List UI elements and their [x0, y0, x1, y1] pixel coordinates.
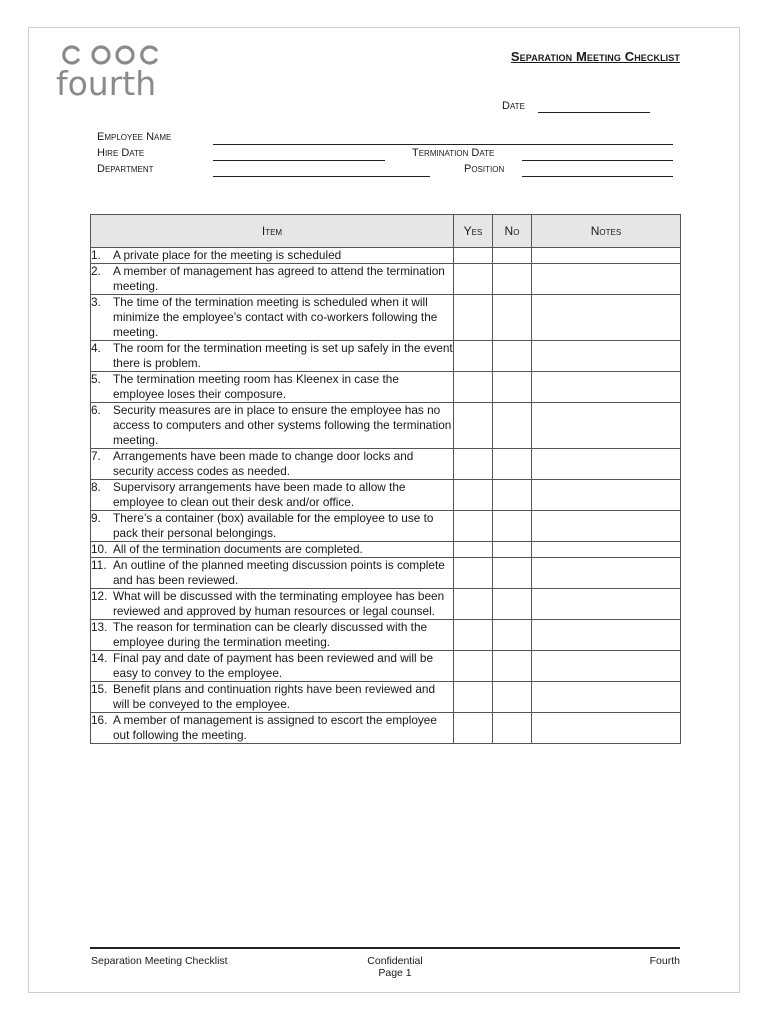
logo-arc-1	[64, 47, 78, 63]
notes-cell[interactable]	[532, 480, 681, 511]
table-row	[91, 558, 681, 589]
table-row	[91, 589, 681, 620]
table-row	[91, 511, 681, 542]
no-checkbox-cell[interactable]	[493, 449, 532, 480]
item-number: 5.	[91, 372, 101, 386]
no-checkbox-cell[interactable]	[493, 264, 532, 295]
no-checkbox-cell[interactable]	[493, 248, 532, 264]
item-cell	[91, 449, 454, 480]
yes-checkbox-cell[interactable]	[454, 480, 493, 511]
table-row	[91, 403, 681, 449]
department-label: Department	[97, 163, 154, 175]
termination-date-label: Termination Date	[412, 147, 495, 159]
item-cell	[91, 295, 454, 341]
item-number: 10.	[91, 542, 108, 556]
no-checkbox-cell[interactable]	[493, 682, 532, 713]
item-number: 8.	[91, 480, 101, 494]
employee-name-field[interactable]	[213, 144, 673, 145]
notes-cell[interactable]	[532, 542, 681, 558]
item-cell	[91, 682, 454, 713]
table-row	[91, 713, 681, 744]
yes-checkbox-cell[interactable]	[454, 682, 493, 713]
table-header-row	[91, 215, 681, 248]
employee-name-label: Employee Name	[97, 131, 172, 143]
item-number: 12.	[91, 589, 108, 603]
table-row	[91, 542, 681, 558]
department-field[interactable]	[213, 176, 430, 177]
hire-date-label: Hire Date	[97, 147, 145, 159]
yes-checkbox-cell[interactable]	[454, 651, 493, 682]
date-label: Date	[502, 100, 525, 112]
footer-divider	[90, 947, 680, 949]
notes-cell[interactable]	[532, 713, 681, 744]
item-text: Final pay and date of payment has been reviewed and will be easy to convey to the employee.	[113, 651, 434, 680]
logo-ring-2	[93, 47, 109, 63]
item-cell	[91, 480, 454, 511]
yes-checkbox-cell[interactable]	[454, 264, 493, 295]
item-cell	[91, 542, 454, 558]
no-checkbox-cell[interactable]	[493, 480, 532, 511]
document-title: Separation Meeting Checklist	[510, 49, 680, 64]
item-number: 16.	[91, 713, 108, 727]
notes-cell[interactable]	[532, 264, 681, 295]
item-cell	[91, 248, 454, 264]
date-field[interactable]	[538, 112, 650, 113]
item-text: A private place for the meeting is scheduled	[113, 248, 342, 262]
item-text: There’s a container (box) available for the employee to use to pack their personal belongings.	[113, 511, 434, 540]
item-text: Arrangements have been made to change door locks and security access codes as needed.	[113, 449, 414, 478]
yes-checkbox-cell[interactable]	[454, 341, 493, 372]
table-row	[91, 341, 681, 372]
no-checkbox-cell[interactable]	[493, 372, 532, 403]
yes-checkbox-cell[interactable]	[454, 558, 493, 589]
item-number: 6.	[91, 403, 101, 417]
item-number: 11.	[91, 558, 107, 572]
notes-cell[interactable]	[532, 651, 681, 682]
item-number: 2.	[91, 264, 101, 278]
no-checkbox-cell[interactable]	[493, 511, 532, 542]
item-number: 7.	[91, 449, 101, 463]
column-header-no: No	[493, 215, 532, 248]
termination-date-field[interactable]	[522, 160, 673, 161]
no-checkbox-cell[interactable]	[493, 620, 532, 651]
table-row	[91, 651, 681, 682]
item-text: Security measures are in place to ensure the employee has no access to computers and other systems following the termination meeting.	[113, 403, 452, 447]
notes-cell[interactable]	[532, 511, 681, 542]
item-cell	[91, 651, 454, 682]
checklist-table	[90, 214, 681, 744]
item-text: A member of management is assigned to escort the employee out following the meeting.	[113, 713, 437, 742]
hire-date-field[interactable]	[213, 160, 385, 161]
item-text: All of the termination documents are completed.	[113, 542, 363, 556]
item-cell	[91, 620, 454, 651]
logo-ring-3	[117, 47, 133, 63]
yes-checkbox-cell[interactable]	[454, 295, 493, 341]
yes-checkbox-cell[interactable]	[454, 511, 493, 542]
yes-checkbox-cell[interactable]	[454, 403, 493, 449]
yes-checkbox-cell[interactable]	[454, 713, 493, 744]
item-number: 14.	[91, 651, 108, 665]
notes-cell[interactable]	[532, 341, 681, 372]
notes-cell[interactable]	[532, 558, 681, 589]
footer-left: Separation Meeting Checklist	[91, 955, 228, 967]
item-cell	[91, 403, 454, 449]
item-text: The termination meeting room has Kleenex in case the employee loses their composure.	[113, 372, 399, 401]
position-field[interactable]	[522, 176, 673, 177]
no-checkbox-cell[interactable]	[493, 542, 532, 558]
item-cell	[91, 511, 454, 542]
item-text: Benefit plans and continuation rights have been reviewed and will be conveyed to the employee.	[113, 682, 436, 711]
no-checkbox-cell[interactable]	[493, 651, 532, 682]
no-checkbox-cell[interactable]	[493, 295, 532, 341]
item-number: 13.	[91, 620, 108, 634]
table-row	[91, 264, 681, 295]
item-text: The reason for termination can be clearly discussed with the employee during the termination meeting.	[113, 620, 428, 649]
column-header-notes: Notes	[532, 215, 681, 248]
item-number: 15.	[91, 682, 108, 696]
footer-page-number: Page 1	[378, 967, 412, 979]
yes-checkbox-cell[interactable]	[454, 589, 493, 620]
table-row	[91, 295, 681, 341]
table-row	[91, 620, 681, 651]
yes-checkbox-cell[interactable]	[454, 248, 493, 264]
item-text: What will be discussed with the terminating employee has been reviewed and approved by human resources or legal counsel.	[113, 589, 445, 618]
yes-checkbox-cell[interactable]	[454, 449, 493, 480]
notes-cell[interactable]	[532, 682, 681, 713]
notes-cell[interactable]	[532, 248, 681, 264]
table-row	[91, 372, 681, 403]
table-row	[91, 248, 681, 264]
yes-checkbox-cell[interactable]	[454, 620, 493, 651]
fourth-logo	[56, 40, 174, 102]
item-cell	[91, 372, 454, 403]
no-checkbox-cell[interactable]	[493, 589, 532, 620]
item-number: 9.	[91, 511, 101, 525]
yes-checkbox-cell[interactable]	[454, 372, 493, 403]
footer-right: Fourth	[649, 955, 680, 967]
item-cell	[91, 589, 454, 620]
item-number: 3.	[91, 295, 101, 309]
no-checkbox-cell[interactable]	[493, 341, 532, 372]
column-header-yes: Yes	[454, 215, 493, 248]
no-checkbox-cell[interactable]	[493, 403, 532, 449]
notes-cell[interactable]	[532, 589, 681, 620]
no-checkbox-cell[interactable]	[493, 558, 532, 589]
item-text: A member of management has agreed to attend the termination meeting.	[113, 264, 445, 293]
notes-cell[interactable]	[532, 620, 681, 651]
item-number: 1.	[91, 248, 101, 262]
footer-center	[345, 955, 445, 979]
logo-arc-4	[142, 47, 156, 63]
table-row	[91, 682, 681, 713]
position-label: Position	[464, 163, 505, 175]
logo-text: fourth	[56, 64, 157, 102]
footer-confidential: Confidential	[367, 955, 423, 967]
yes-checkbox-cell[interactable]	[454, 542, 493, 558]
table-row	[91, 480, 681, 511]
notes-cell[interactable]	[532, 403, 681, 449]
item-text: The room for the termination meeting is set up safely in the event there is problem.	[113, 341, 453, 370]
item-text: The time of the termination meeting is scheduled when it will minimize the employee’s contact with co-workers following the meeting.	[113, 295, 438, 339]
item-cell	[91, 264, 454, 295]
item-cell	[91, 341, 454, 372]
item-text: Supervisory arrangements have been made to allow the employee to clean out their desk and/or office.	[113, 480, 406, 509]
notes-cell[interactable]	[532, 295, 681, 341]
table-row	[91, 449, 681, 480]
item-cell	[91, 713, 454, 744]
item-cell	[91, 558, 454, 589]
item-text: An outline of the planned meeting discussion points is complete and has been reviewed.	[113, 558, 445, 587]
item-number: 4.	[91, 341, 101, 355]
notes-cell[interactable]	[532, 372, 681, 403]
column-header-item: Item	[91, 215, 454, 248]
notes-cell[interactable]	[532, 449, 681, 480]
no-checkbox-cell[interactable]	[493, 713, 532, 744]
